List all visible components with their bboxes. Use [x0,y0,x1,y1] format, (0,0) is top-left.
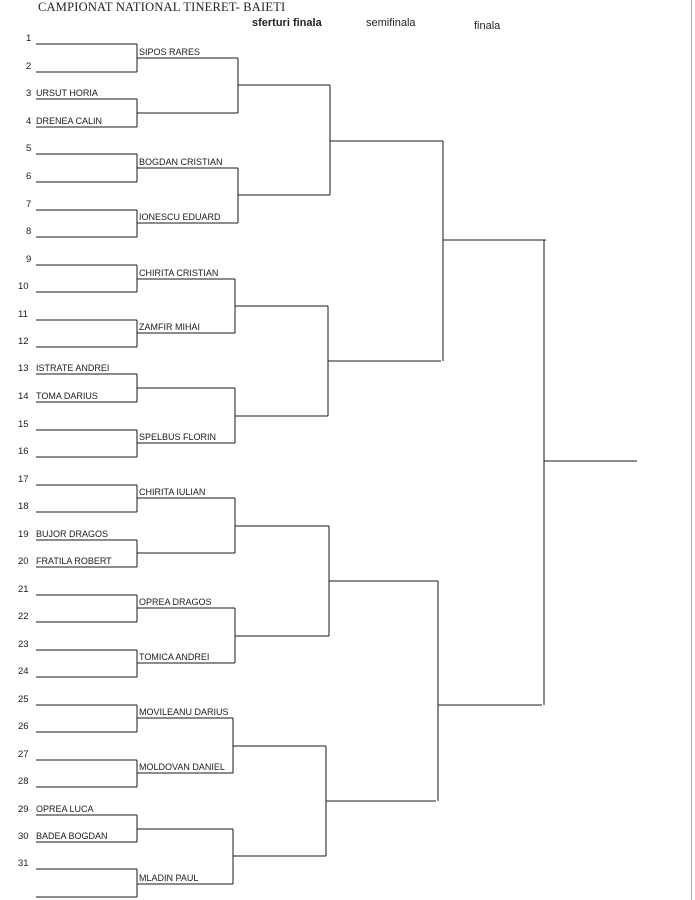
seed-number: 4 [26,116,32,127]
entry-name: OPREA LUCA [36,804,94,814]
seed-number: 14 [18,391,29,402]
round2-name: ZAMFIR MIHAI [139,322,200,332]
seed-number: 18 [18,501,29,512]
seed-number: 6 [26,171,32,182]
seed-number: 16 [18,446,29,457]
round2-name: TOMICA ANDREI [139,652,210,662]
seed-number: 3 [26,88,32,99]
seed-number: 26 [18,721,29,732]
seed-number: 9 [26,254,32,265]
entry-name: BADEA BOGDAN [36,831,108,841]
seed-number: 21 [18,584,29,595]
seed-number: 22 [18,611,29,622]
seed-number: 1 [26,33,32,44]
seed-number: 5 [26,143,32,154]
round2-name: CHIRITA CRISTIAN [139,268,219,278]
entry-name: FRATILA ROBERT [36,556,112,566]
seed-number: 7 [26,199,32,210]
seed-number: 8 [26,226,32,237]
seed-number: 19 [18,529,29,540]
round2-name: CHIRITA IULIAN [139,487,206,497]
round2-name: MOVILEANU DARIUS [139,707,229,717]
round2-name: BOGDAN CRISTIAN [139,157,223,167]
seed-number: 13 [18,363,29,374]
round-heading-quarterfinals: sferturi finala [252,17,322,29]
seed-number: 25 [18,694,29,705]
seed-number: 20 [18,556,29,567]
seed-number: 11 [18,309,28,320]
seed-number: 31 [18,858,29,869]
seed-number: 10 [18,281,29,292]
page-title: CAMPIONAT NATIONAL TINERET- BAIETI [38,0,286,14]
seed-number: 2 [26,61,32,72]
entry-name: TOMA DARIUS [36,391,98,401]
seed-number: 24 [18,666,29,677]
seed-number: 12 [18,336,29,347]
entry-name: ISTRATE ANDREI [36,363,110,373]
seed-number: 30 [18,831,29,842]
round-heading-final: finala [474,20,501,32]
entry-name: DRENEA CALIN [36,116,103,126]
round2-name: IONESCU EDUARD [139,212,221,222]
round-heading-semifinals: semifinala [366,17,416,29]
entry-name: URSUT HORIA [36,88,98,98]
round2-name: MOLDOVAN DANIEL [139,762,225,772]
seed-number: 29 [18,804,29,815]
round2-name: MLADIN PAUL [139,873,199,883]
seed-number: 23 [18,639,29,650]
seed-number: 27 [18,749,29,760]
round2-name: SIPOS RARES [139,47,201,57]
entry-name: BUJOR DRAGOS [36,529,109,539]
round2-name: OPREA DRAGOS [139,597,212,607]
seed-number: 15 [18,419,29,430]
seed-number: 28 [18,776,29,787]
scan-edge [691,0,692,900]
seed-number: 17 [18,474,29,485]
round2-name: SPELBUS FLORIN [139,432,217,442]
